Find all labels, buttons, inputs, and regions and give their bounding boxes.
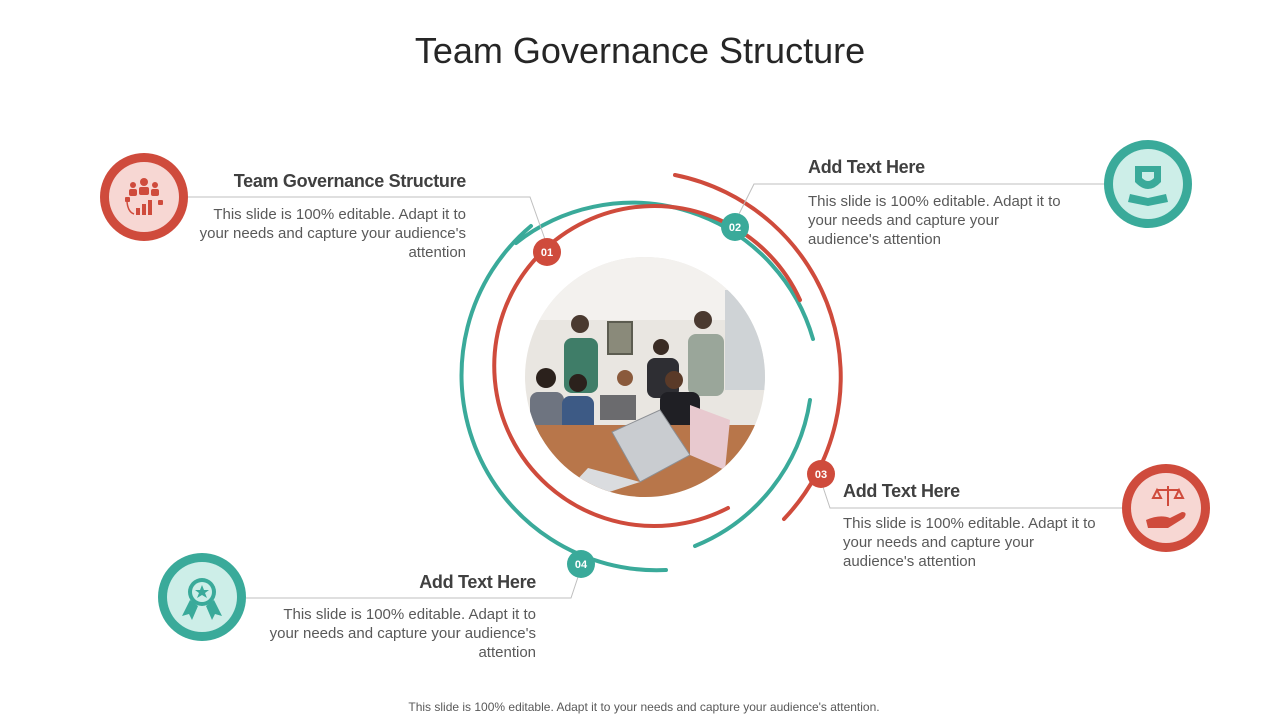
badge-03 bbox=[807, 460, 835, 488]
badge-01-number: 01 bbox=[540, 247, 554, 259]
team-chart-icon bbox=[100, 153, 188, 241]
item-02-heading: Add Text Here bbox=[808, 157, 925, 177]
page-title: Team Governance Structure bbox=[414, 30, 866, 71]
item-01-heading: Team Governance Structure bbox=[233, 171, 466, 191]
badge-04 bbox=[567, 550, 595, 578]
badge-01 bbox=[533, 238, 561, 266]
badge-03-number: 03 bbox=[814, 469, 828, 481]
badge-04-number: 04 bbox=[574, 559, 588, 571]
team-meeting-photo bbox=[520, 250, 770, 515]
badge-02 bbox=[721, 213, 749, 241]
item-02-text: This slide is 100% editable. Adapt it to your needs and capture your audience's attention bbox=[808, 193, 1061, 248]
item-03-heading: Add Text Here bbox=[843, 481, 960, 501]
item-04-text: This slide is 100% editable. Adapt it to your needs and capture your audience's attention bbox=[269, 606, 536, 661]
badge-02-number: 02 bbox=[728, 222, 742, 234]
footer-note: This slide is 100% editable. Adapt it to your needs and capture your audience's attention. bbox=[408, 700, 880, 714]
trophy-shield-icon bbox=[1104, 140, 1192, 228]
award-ribbon-icon bbox=[158, 553, 246, 641]
scales-hand-icon bbox=[1122, 464, 1210, 552]
item-04-heading: Add Text Here bbox=[419, 572, 536, 592]
item-03-text: This slide is 100% editable. Adapt it to your needs and capture your audience's attention bbox=[843, 515, 1096, 570]
item-01-text: This slide is 100% editable. Adapt it to your needs and capture your audience's attention bbox=[199, 206, 466, 261]
